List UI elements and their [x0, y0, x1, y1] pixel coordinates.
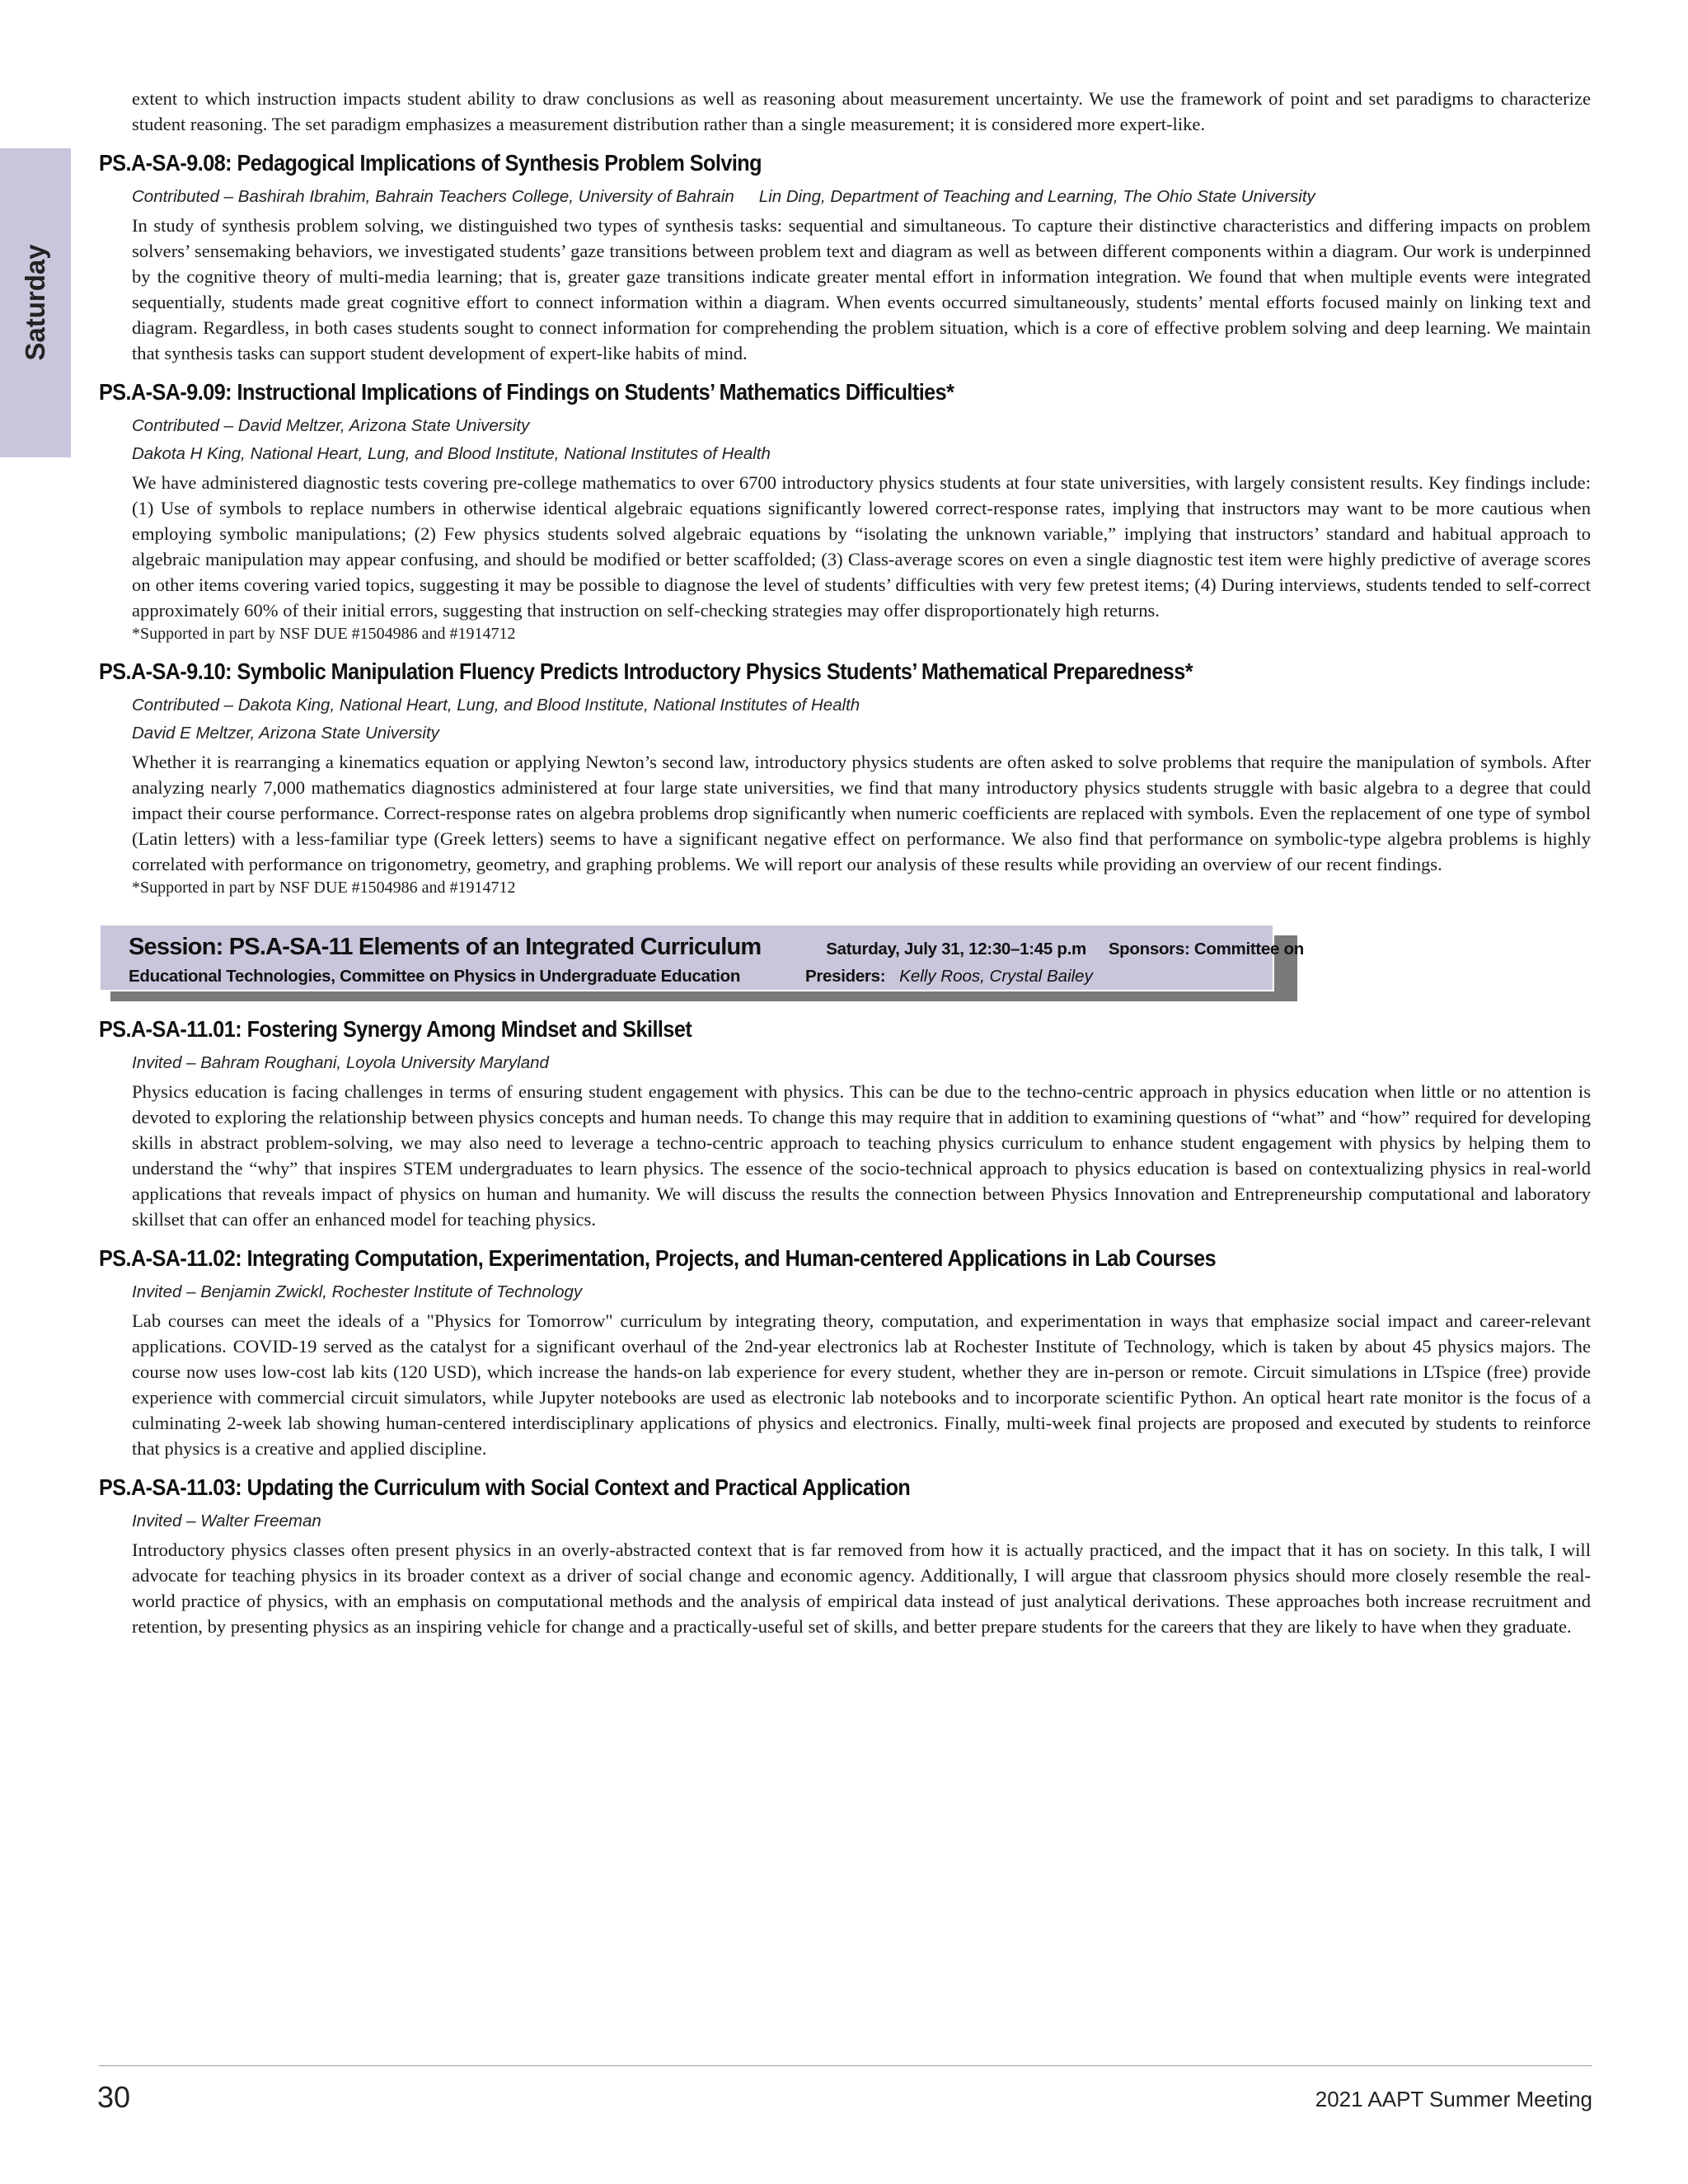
abstract-list-a [99, 148, 1591, 899]
author-line: Invited – Benjamin Zwickl, Rochester Institute of Technology [132, 1282, 583, 1301]
abstract-heading: PS.A-SA-11.03: Updating the Curriculum with Social Context and Practical Application [99, 1474, 911, 1500]
abstract-text: Lab courses can meet the ideals of a "Physics for Tomorrow" curriculum by integrating theory, computation, and experimentation in ways that emphasize social impact and career-relevant applications. COVID-19 served as the catalyst for a significant overhaul of the 2nd-year electronics lab at Rochester Institute of Technology, which is taken by about 45 physics majors. The course now uses low-cost lab kits (120 USD), which increase the hands-on lab experience for every student, whether they are in-person or remote. Circuit simulations in LTspice (free) provide experience with commercial circuit simulators, while Jupyter notebooks are used as electronic lab notebooks and to incorporate scientific Python. An optical heart rate monitor is the focus of a culminating 2-week lab showing human-centered interdisciplinary applications of physics and electronics. Finally, multi-week final projects are proposed and executed by students to reinforce that physics is a creative and applied discipline. [132, 1310, 1591, 1459]
abstract-heading: PS.A-SA-11.02: Integrating Computation, Experimentation, Projects, and Human-centered Applications in Lab Courses [99, 1245, 1217, 1271]
author-line: Contributed – David Meltzer, Arizona State University [132, 416, 530, 435]
abstract-entry [99, 1473, 1591, 1639]
abstract-text: Introductory physics classes often present physics in an overly-abstracted context that is far removed from how it is actually practiced, and the impact that it has on society. In this talk, I will advocate for teaching physics in its broader context as a driver of social change and economic agency. Additionally, I will argue that classroom physics should more closely resemble the real-world practice of physics, with an emphasis on computational methods and the analysis of empirical data instead of just analytical derivations. These approaches both increase recruitment and retention, by presenting physics as an inspiring vehicle for change and a practically-useful set of skills, and better prepare students for the careers that they are likely to have when they graduate. [132, 1540, 1591, 1637]
author-line: Dakota H King, National Heart, Lung, and Blood Institute, National Institutes of Health [132, 444, 771, 463]
session-presiders: Kelly Roos, Crystal Bailey [899, 967, 1093, 986]
abstract-footnote: *Supported in part by NSF DUE #1504986 and #1914712 [132, 879, 516, 897]
abstract-list-b [99, 1015, 1591, 1639]
intro-continuation: extent to which instruction impacts student ability to draw conclusions as well as reasoning about measurement uncertainty. We use the framework of point and set paradigms to characterize student reasoning. The set paradigm emphasizes a measurement distribution rather than a single measurement; it is considered more expert-like. [132, 88, 1591, 134]
session-sponsors-cont: Educational Technologies, Committee on Physics in Undergraduate Education [129, 967, 741, 986]
session-banner-box [99, 924, 1304, 991]
abstract-text: We have administered diagnostic tests covering pre-college mathematics to over 6700 introductory physics students at four state universities, with largely consistent results. Key findings include: (1) Use of symbols to replace numbers in otherwise identical algebraic equations significantly lowered correct-response rates, implying that instructors may want to be more cautious when employing symbolic manipulations; (2) Few physics students solved algebraic equations by “isolating the unknown variable,” implying that instructors’ standard and habitual approach to algebraic manipulation may appear confusing, and should be modified or better scaffolded; (3) Class-average scores on even a single diagnostic test item were highly predictive of average scores on other items covering varied topics, suggesting it may be possible to diagnose the level of students’ difficulties with very few pretest items; (4) During interviews, students tended to self-correct approximately 60% of their initial errors, suggesting that instruction on self-checking strategies may offer disproportionately high returns. [132, 472, 1591, 621]
page-content [99, 86, 1591, 1639]
abstract-heading: PS.A-SA-9.10: Symbolic Manipulation Fluency Predicts Introductory Physics Students’ Mathematical Preparedness* [99, 658, 1193, 684]
side-tab [0, 148, 71, 457]
author-line: David E Meltzer, Arizona State University [132, 724, 439, 743]
abstract-footnote: *Supported in part by NSF DUE #1504986 and #1914712 [132, 625, 516, 643]
author-text: Lin Ding, Department of Teaching and Learning, The Ohio State University [758, 187, 1315, 206]
author-line: Invited – Bahram Roughani, Loyola University Maryland [132, 1053, 549, 1072]
abstract-entry [99, 1244, 1591, 1461]
author-line: Invited – Walter Freeman [132, 1511, 321, 1530]
abstract-entry [99, 657, 1591, 899]
session-presiders-label: Presiders: [804, 967, 886, 986]
author-text: Contributed – Bashirah Ibrahim, Bahrain Teachers College, University of Bahrain [132, 187, 734, 206]
abstract-entry [99, 148, 1591, 366]
abstract-heading: PS.A-SA-9.09: Instructional Implications of Findings on Students’ Mathematics Difficulties* [99, 379, 954, 405]
session-title: Session: PS.A-SA-11 Elements of an Integrated Curriculum [129, 934, 762, 960]
session-sponsors-label: Sponsors: Committee on [1108, 940, 1304, 958]
page-number: 30 [97, 2080, 131, 2114]
session-banner [99, 924, 1591, 1003]
footer-rule [99, 2065, 1592, 2066]
abstract-entry [99, 1015, 1591, 1232]
abstract-entry [99, 377, 1591, 645]
author-line: Contributed – Dakota King, National Heart, Lung, and Blood Institute, National Institutes of Health [132, 696, 860, 715]
abstract-heading: PS.A-SA-9.08: Pedagogical Implications of Synthesis Problem Solving [99, 150, 762, 176]
abstract-text: Physics education is facing challenges in terms of ensuring student engagement with physics. This can be due to the techno-centric approach in physics education when little or no attention is devoted to exploring the relationship between physics concepts and human needs. To change this may require that in addition to examining questions of “what” and “how” required for developing skills in abstract problem-solving, we may also need to leverage a techno-centric approach to teaching physics curriculum to enhance student engagement with physics by helping them to understand the “why” that inspires STEM undergraduates to learn physics. The essence of the socio-technical approach to physics education is based on contextualizing physics in real-world applications that reveals impact of physics on human and humanity. We will discuss the results the connection between Physics Innovation and Entrepreneurship computational and laboratory skillset that can offer an enhanced model for teaching physics. [132, 1081, 1591, 1230]
abstract-heading: PS.A-SA-11.01: Fostering Synergy Among Mindset and Skillset [99, 1016, 692, 1042]
abstract-text: In study of synthesis problem solving, we distinguished two types of synthesis tasks: sequential and simultaneous. To capture their distinctive characteristics and differing impacts on problem solvers’ sensemaking behaviors, we investigated students’ gaze transitions between problem text and diagram as well as between different components within a diagram. Our work is underpinned by the cognitive theory of multi-media learning; that is, greater gaze transitions indicate greater mental effort in information integration. We found that when multiple events were integrated sequentially, students made great cognitive effort to connect information within a diagram. When events occurred simultaneously, students’ mental efforts focused mainly on linking text and diagram. Regardless, in both cases students sought to connect information for comprehending the problem situation, which is a core of effective problem solving and deep learning. We maintain that synthesis tasks can support student development of expert-like habits of mind. [132, 215, 1591, 363]
side-tab-label: Saturday [20, 244, 50, 361]
footer-title: 2021 AAPT Summer Meeting [1315, 2087, 1592, 2111]
author-line [132, 185, 1591, 209]
session-datetime: Saturday, July 31, 12:30–1:45 p.m [826, 940, 1086, 958]
abstract-text: Whether it is rearranging a kinematics equation or applying Newton’s second law, introductory physics students are often asked to solve problems that require the manipulation of symbols. After analyzing nearly 7,000 mathematics diagnostics administered at four large state universities, we find that many introductory physics students struggle with basic algebra to a degree that could impact their course performance. Correct-response rates on algebra problems drop significantly when numeric coefficients are replaced with symbols. Even the replacement of one type of symbol (Latin letters) with a less-familiar type (Greek letters) seems to have a significant negative effect on performance. We also find that performance on symbolic-type algebra problems is highly correlated with performance on trigonometry, geometry, and graphing problems. We will report our analysis of these results while providing an overview of our recent findings. [132, 752, 1591, 874]
